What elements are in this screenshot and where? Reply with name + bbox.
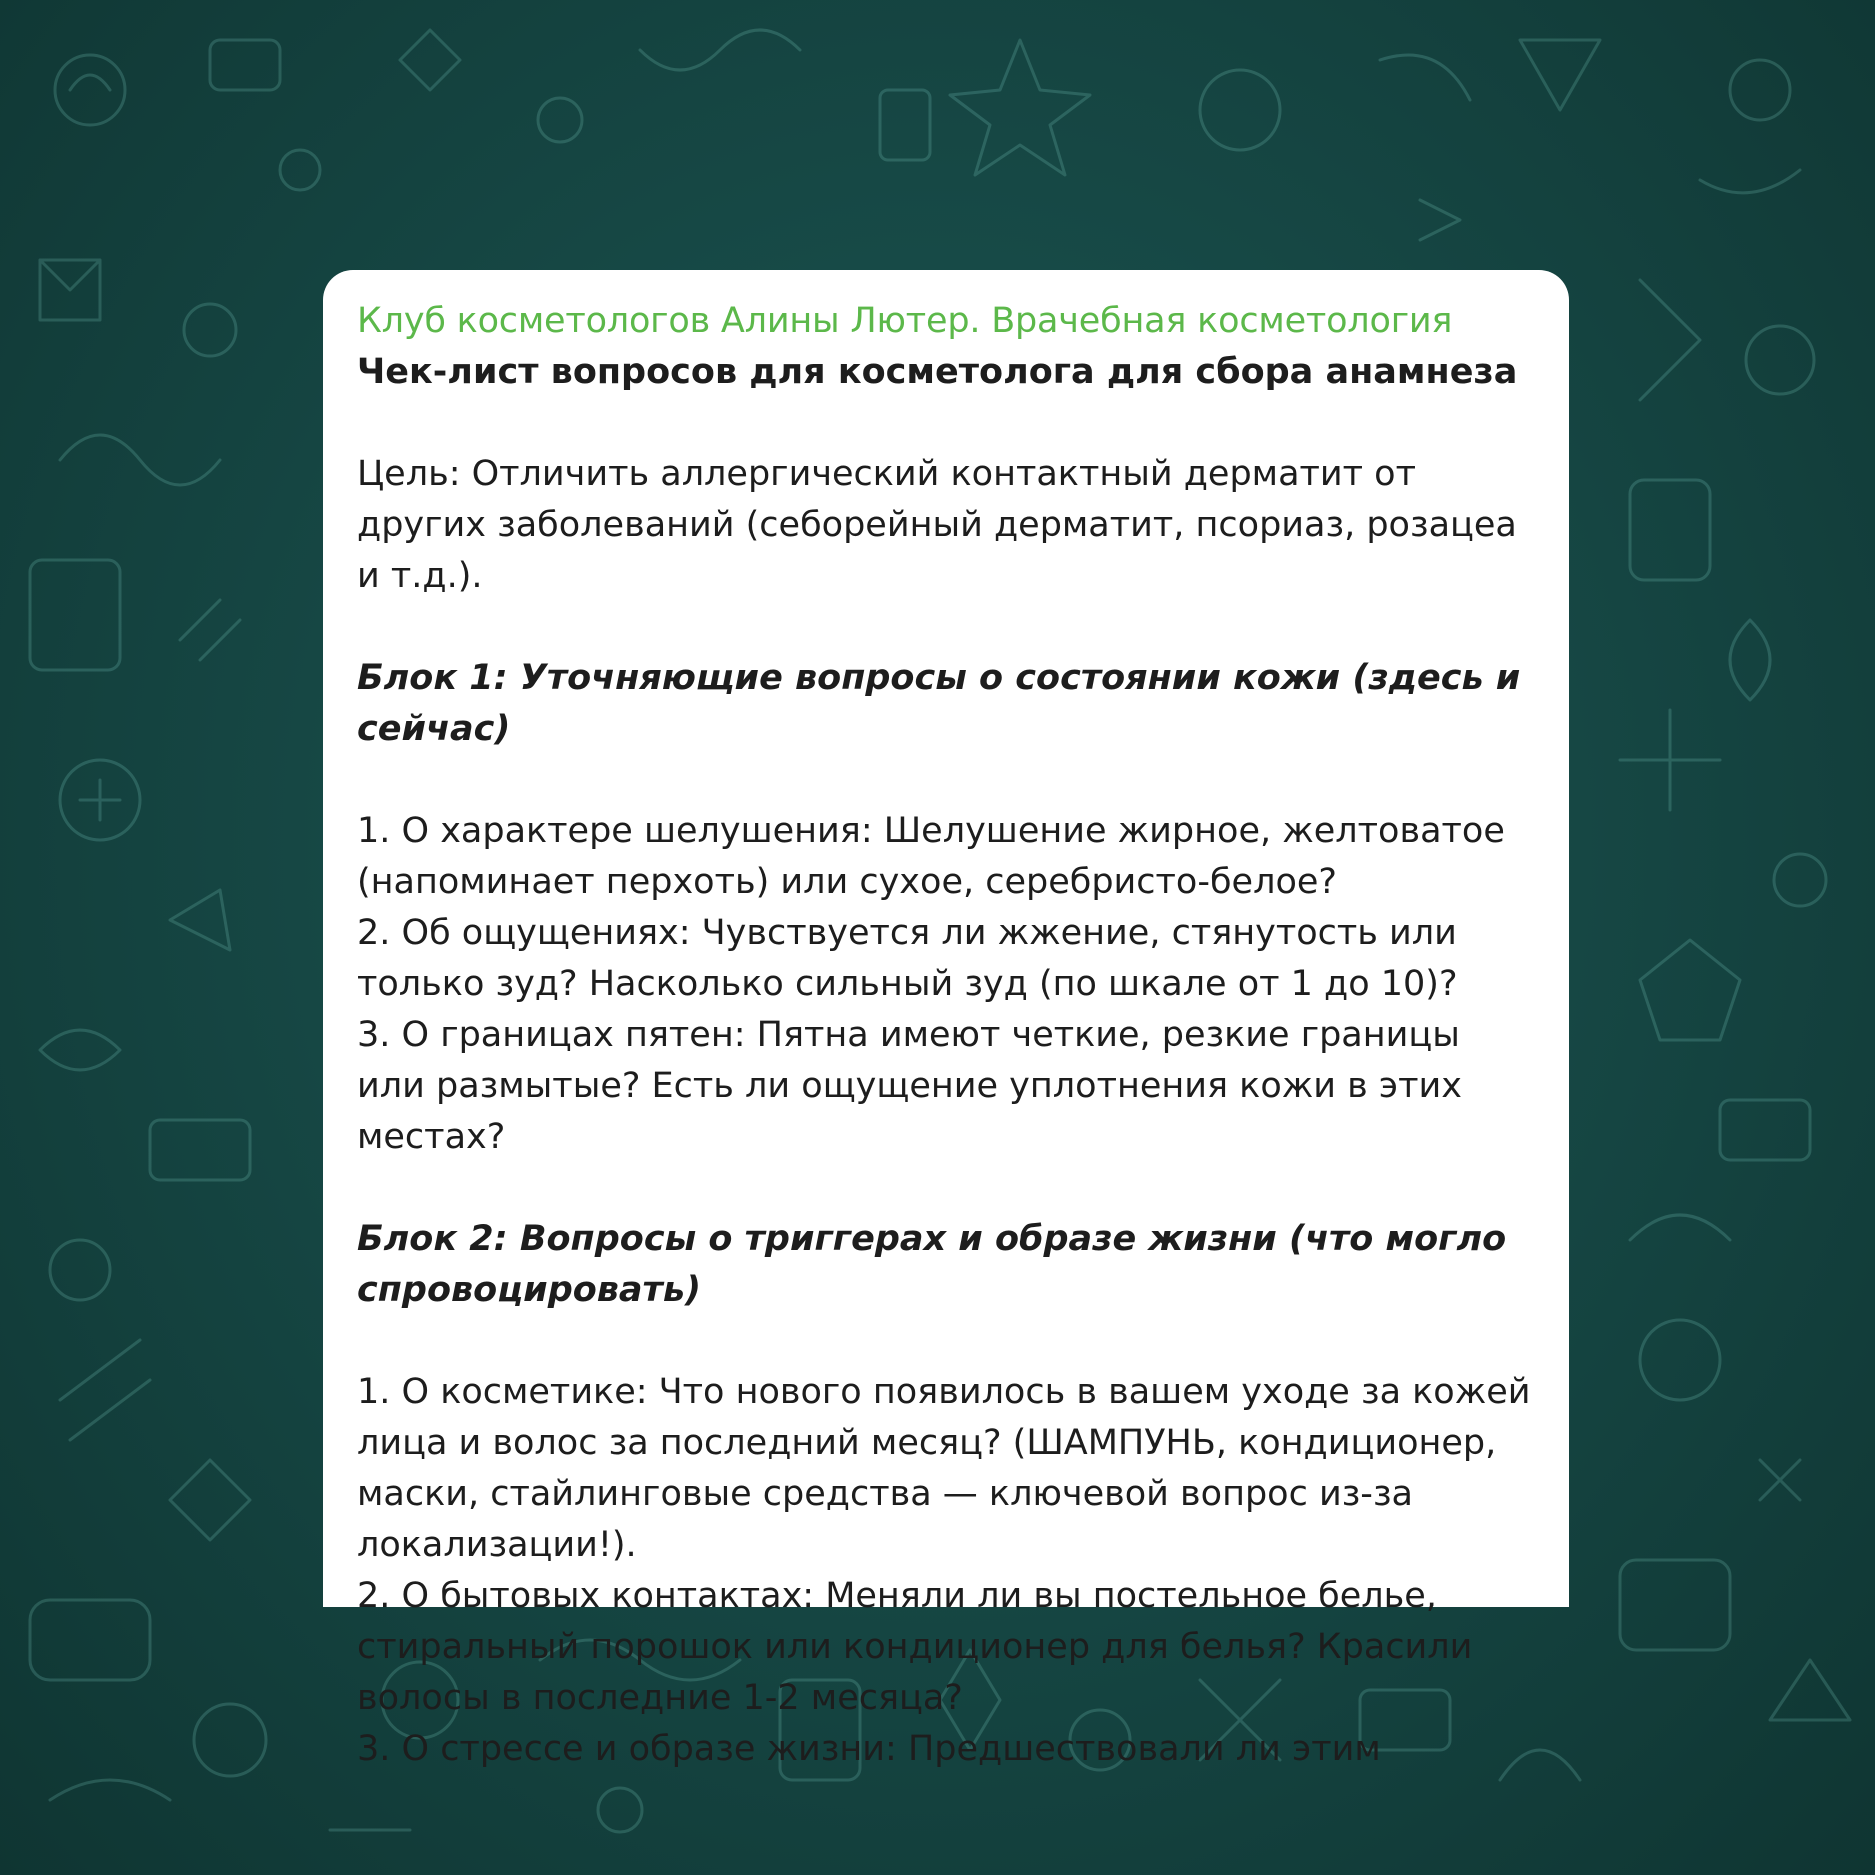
sender-name[interactable]: Клуб косметологов Алины Лютер. Врачебная косметология xyxy=(357,301,1453,341)
block-2-item: 1. О косметике: Что нового появилось в вашем уходе за кожей лица и волос за последний месяц? (ШАМПУНЬ, кондиционер, маски, стайлинговые средства — ключевой вопрос из-за локализации!). xyxy=(357,1372,1531,1565)
block-1-heading: Блок 1: Уточняющие вопросы о состоянии кожи (здесь и сейчас) xyxy=(357,658,1521,749)
block-1-item: 3. О границах пятен: Пятна имеют четкие, резкие границы или размытые? Есть ли ощущение уплотнения кожи в этих местах? xyxy=(357,1015,1462,1157)
block-2-heading: Блок 2: Вопросы о триггерах и образе жизни (что могло спровоцировать) xyxy=(357,1219,1507,1310)
message-title: Чек-лист вопросов для косметолога для сбора анамнеза xyxy=(357,352,1518,392)
block-1-item: 1. О характере шелушения: Шелушение жирное, желтоватое (напоминает перхоть) или сухое, серебристо-белое? xyxy=(357,811,1505,902)
goal-text: Цель: Отличить аллергический контактный дерматит от других заболеваний (себорейный дерматит, псориаз, розацеа и т.д.). xyxy=(357,454,1517,596)
block-1-item: 2. Об ощущениях: Чувствуется ли жжение, стянутость или только зуд? Насколько сильный зуд (по шкале от 1 до 10)? xyxy=(357,913,1458,1004)
message-bubble[interactable] xyxy=(323,270,1569,1769)
block-2-item: 2. О бытовых контактах: Меняли ли вы постельное белье, стиральный порошок или кондиционер для белья? Красили волосы в последние 1-2 месяца? xyxy=(357,1576,1473,1718)
block-2-item: 3. О стрессе и образе жизни: Предшествовали ли этим xyxy=(357,1729,1381,1769)
